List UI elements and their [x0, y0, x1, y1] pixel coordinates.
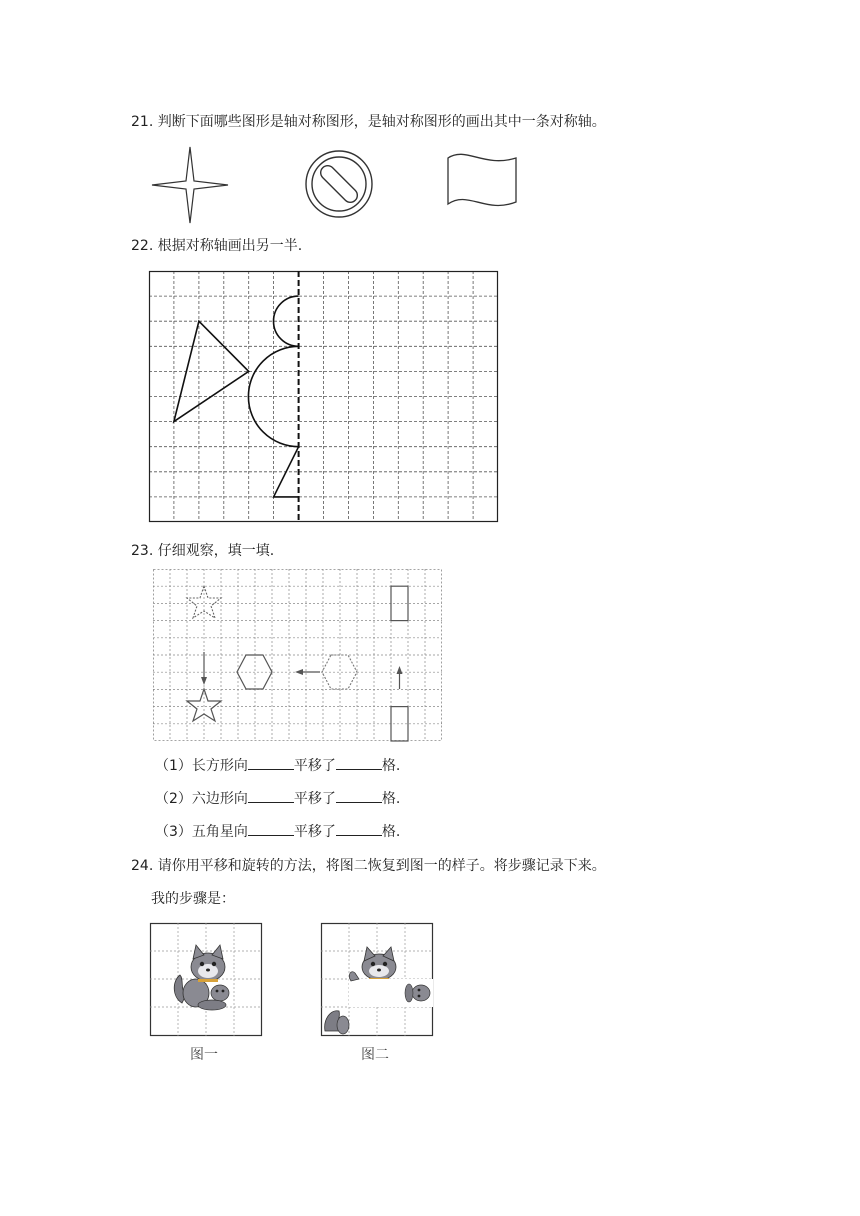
q22-prompt — [131, 236, 302, 256]
q21-prompt — [131, 112, 606, 132]
q24-prompt — [131, 856, 606, 876]
rotated-kitten-piece — [405, 979, 433, 1007]
arrow-down-icon — [201, 677, 207, 685]
q21-number: 21. — [131, 114, 154, 130]
arrow-up-icon — [397, 666, 403, 674]
figure-one-caption: 图一 — [190, 1047, 218, 1063]
q23-text: 仔细观察，填一填. — [157, 543, 275, 559]
q23-blank-2a[interactable] — [248, 788, 294, 803]
q23-blank-2b[interactable] — [336, 788, 382, 803]
q23-item-1: （1）长方形向 平移了 格. — [155, 755, 400, 776]
q23-blank-1b[interactable] — [336, 755, 382, 770]
q23-blank-1a[interactable] — [248, 755, 294, 770]
q23-item-3: （3）五角星向 平移了 格. — [155, 821, 400, 842]
figure-two-grid — [321, 923, 433, 1036]
figure-two-caption: 图二 — [361, 1047, 389, 1063]
q22-number: 22. — [131, 238, 154, 254]
q23-number: 23. — [131, 543, 154, 559]
arrow-left-icon — [295, 669, 303, 675]
no-entry-sign-icon — [303, 148, 375, 220]
waving-flag-icon — [446, 152, 518, 214]
four-point-star-icon — [150, 145, 230, 225]
q23-blank-3b[interactable] — [336, 821, 382, 836]
q23-blank-3a[interactable] — [248, 821, 294, 836]
q24-number: 24. — [131, 858, 154, 874]
translation-grid — [153, 569, 442, 741]
q21-text: 判断下面哪些图形是轴对称图形，是轴对称图形的画出其中一条对称轴。 — [157, 114, 606, 130]
symmetry-grid[interactable] — [149, 271, 498, 522]
figure-one-grid — [150, 923, 262, 1036]
hexagon-original — [322, 655, 357, 689]
q23-prompt — [131, 541, 274, 561]
q24-text: 请你用平移和旋转的方法，将图二恢复到图一的样子。将步骤记录下来。 — [157, 858, 606, 874]
q23-item-2: （2）六边形向 平移了 格. — [155, 788, 400, 809]
q22-text: 根据对称轴画出另一半. — [157, 238, 303, 254]
q24-steps-label: 我的步骤是： — [151, 891, 235, 907]
